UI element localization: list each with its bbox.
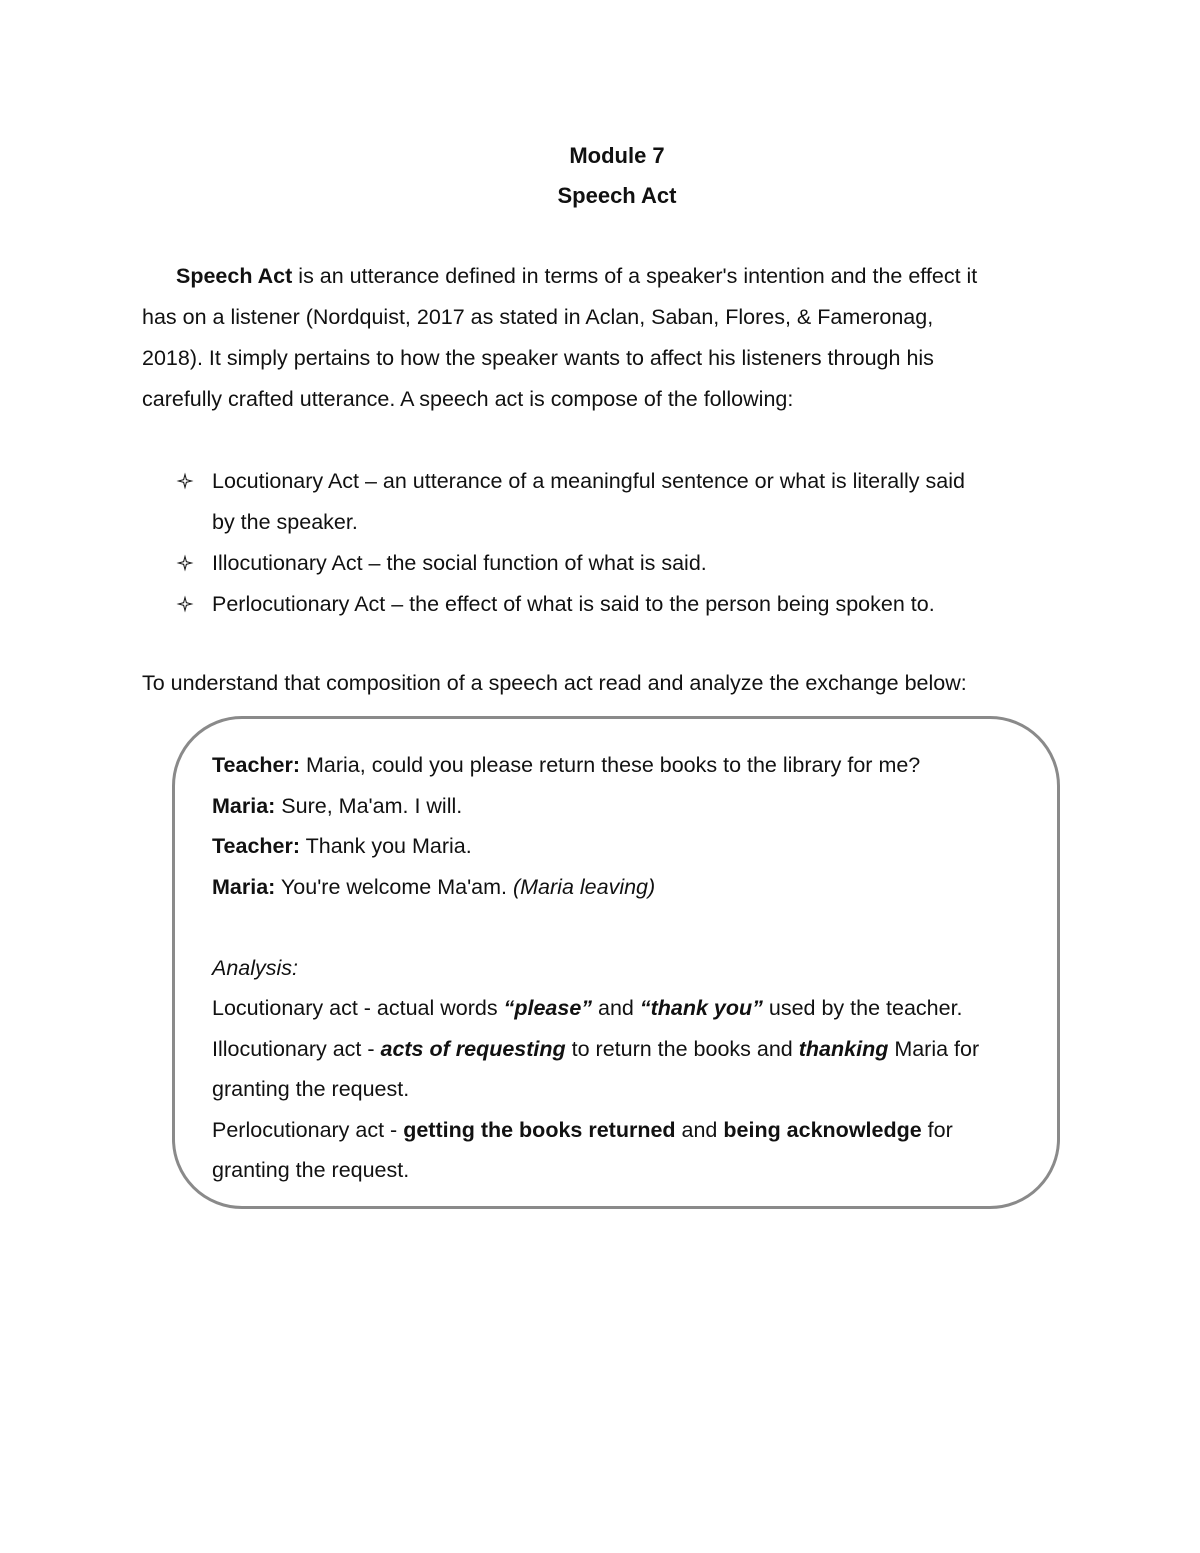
speaker-label: Teacher: bbox=[212, 753, 301, 777]
analysis-text: and bbox=[675, 1117, 724, 1142]
speaker-label: Teacher: bbox=[212, 834, 301, 858]
speech-act-components-list bbox=[142, 461, 1062, 625]
speaker-label: Maria: bbox=[212, 793, 276, 818]
list-item-illocutionary-text: Illocutionary Act – the social function of what is said. bbox=[212, 551, 707, 575]
analysis-emphasis: “please” bbox=[503, 996, 593, 1020]
intro-line-1 bbox=[142, 256, 1062, 297]
intro-paragraph bbox=[142, 256, 1062, 420]
list-item-perlocutionary bbox=[142, 584, 1062, 625]
dialogue-line-2 bbox=[212, 786, 1062, 827]
analysis-locutionary bbox=[212, 988, 1062, 1029]
topic-title: Speech Act bbox=[557, 183, 677, 208]
analysis-emphasis: thanking bbox=[798, 1036, 889, 1061]
analysis-illocutionary-line-2: granting the request. bbox=[212, 1077, 410, 1101]
analysis-emphasis: getting the books returned bbox=[403, 1117, 676, 1142]
exchange-box-content bbox=[212, 745, 1062, 1191]
analysis-text: Locutionary act - actual words bbox=[212, 996, 504, 1020]
dialogue-text: Sure, Ma'am. I will. bbox=[275, 793, 463, 818]
four-point-star-diamond-icon bbox=[176, 543, 198, 584]
intro-line-2: has on a listener (Nordquist, 2017 as stated in Aclan, Saban, Flores, & Fameronag, bbox=[142, 305, 934, 329]
dialogue-text: You're welcome Ma'am. bbox=[275, 874, 513, 899]
four-point-star-diamond-icon bbox=[176, 461, 198, 502]
dialogue-text: Thank you Maria. bbox=[300, 834, 472, 858]
analysis-text: for bbox=[921, 1117, 953, 1142]
exchange-intro: To understand that composition of a speech act read and analyze the exchange below: bbox=[142, 671, 967, 695]
list-item-locutionary bbox=[142, 461, 1062, 543]
analysis-perlocutionary-line-2: granting the request. bbox=[212, 1158, 410, 1182]
intro-line-3: 2018). It simply pertains to how the speaker wants to affect his listeners through his bbox=[142, 346, 934, 370]
analysis-emphasis: “thank you” bbox=[639, 996, 763, 1020]
speaker-label: Maria: bbox=[212, 874, 276, 899]
intro-line-4: carefully crafted utterance. A speech act is compose of the following: bbox=[142, 387, 794, 411]
dialogue-line-4 bbox=[212, 867, 1062, 908]
analysis-emphasis: acts of requesting bbox=[380, 1036, 566, 1061]
dialogue-line-1 bbox=[212, 745, 1062, 786]
analysis-perlocutionary bbox=[212, 1110, 1062, 1151]
analysis-text: and bbox=[592, 996, 640, 1020]
module-title: Module 7 bbox=[569, 143, 665, 168]
speech-act-term: Speech Act bbox=[176, 264, 293, 288]
list-item-locutionary-line-1: Locutionary Act – an utterance of a meaningful sentence or what is literally said bbox=[212, 469, 965, 493]
analysis-text: used by the teacher. bbox=[762, 996, 963, 1020]
analysis-text: to return the books and bbox=[565, 1036, 799, 1061]
analysis-text: Maria for bbox=[888, 1036, 980, 1061]
list-item-illocutionary bbox=[142, 543, 1062, 584]
spacer bbox=[212, 907, 1062, 948]
list-item-locutionary-line-2: by the speaker. bbox=[212, 510, 358, 534]
four-point-star-diamond-icon bbox=[176, 584, 198, 625]
analysis-text: Illocutionary act - bbox=[212, 1036, 381, 1061]
analysis-heading: Analysis: bbox=[212, 955, 299, 980]
analysis-text: Perlocutionary act - bbox=[212, 1117, 404, 1142]
dialogue-text: Maria, could you please return these books to the library for me? bbox=[300, 753, 921, 777]
list-item-perlocutionary-text: Perlocutionary Act – the effect of what is said to the person being spoken to. bbox=[212, 592, 935, 616]
dialogue-line-3 bbox=[212, 826, 1062, 867]
intro-line-1-text: is an utterance defined in terms of a speaker's intention and the effect it bbox=[292, 264, 978, 288]
stage-direction: (Maria leaving) bbox=[512, 874, 656, 899]
analysis-emphasis: being acknowledge bbox=[723, 1117, 922, 1142]
analysis-illocutionary bbox=[212, 1029, 1062, 1070]
